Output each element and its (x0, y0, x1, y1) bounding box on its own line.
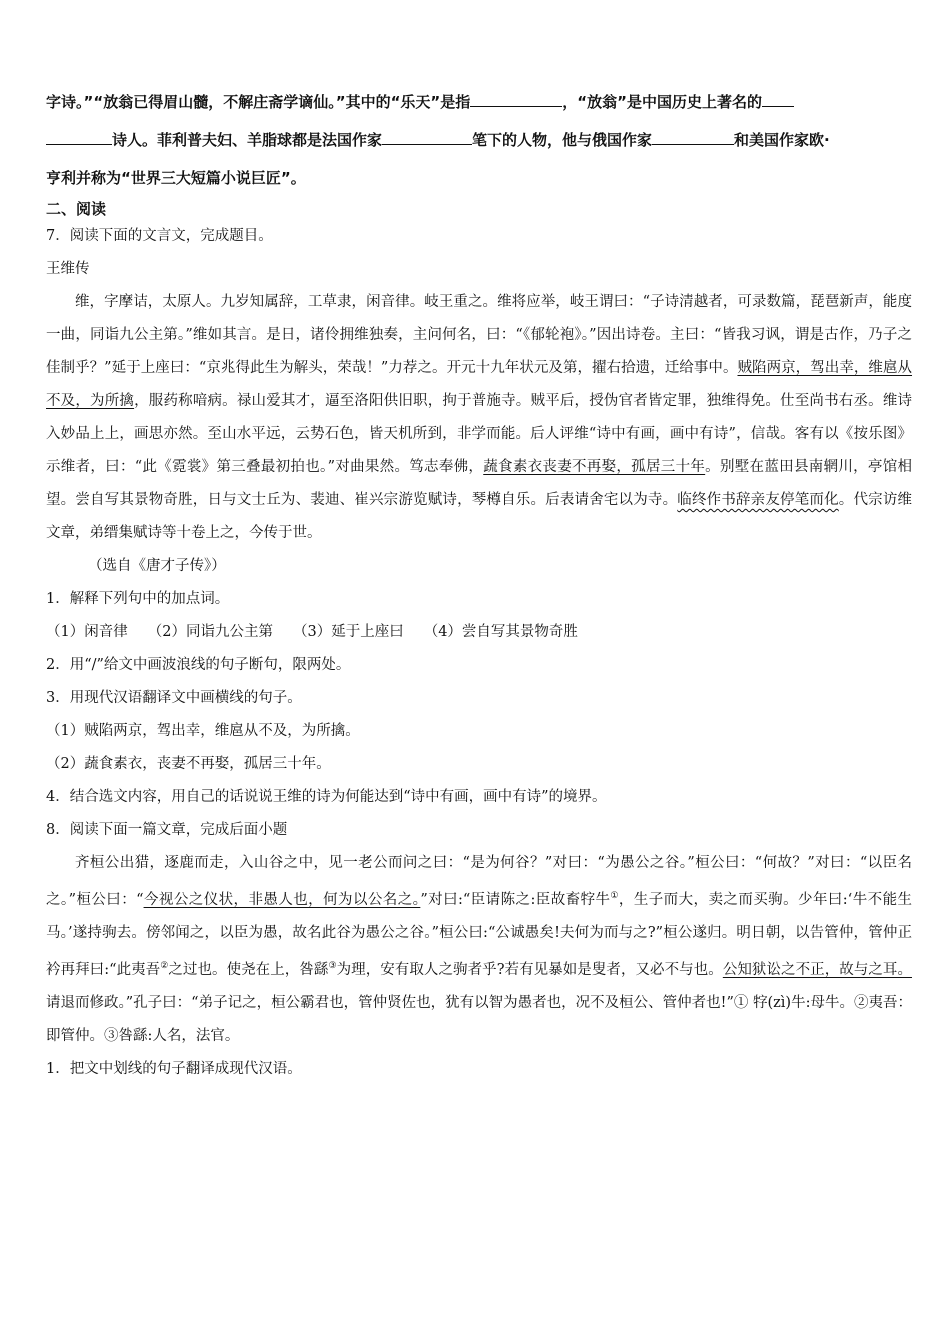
passage-source: （选自《唐才子传》） (88, 558, 226, 574)
footnote-mark: ③ (328, 960, 337, 971)
answer-blank[interactable] (382, 130, 472, 145)
question-8-sub-1: 1．把文中划线的句子翻译成现代汉语。 (46, 1060, 302, 1077)
fill-in-line-3: 亨利并称为“世界三大短篇小说巨匠”。 (46, 169, 306, 187)
question-8-prompt: 8．阅读下面一篇文章，完成后面小题 (46, 822, 288, 838)
answer-blank[interactable] (470, 92, 562, 107)
passage-yugong-valley: 齐桓公出猎，逐鹿而走，入山谷之中，见一老公而问之曰：“是为何谷？”对曰：“为愚公之谷。”桓公曰：“何故？”对曰：“以臣名之。”桓公曰：“今视公之仪状，非愚人也，何为以公名之。”对曰:“臣请陈之:臣故畜牸牛①，生子而大，卖之而买驹。少年曰:‘牛不能生马。’遂持驹去。傍邻闻之，以臣为愚，故名此谷为愚公之谷。”桓公曰:“公诚愚矣!夫何为而与之?”桓公遂归。明日朝，以告管仲，管仲正衿再拜曰:“此夷吾②之过也。使尧在上，咎繇③为理，安有取人之驹者乎?若有见暴如是叟者，又必不与也。公知狱讼之不正，故与之耳。请退而修政。”孔子曰：“弟子记之，桓公霸君也，管仲贤佐也，犹有以智为愚者也，况不及桓公、管仲者也!”① 牸(zì)牛:母牛。②夷吾：即管仲。③咎繇:人名，法官。 (46, 855, 912, 1044)
question-7-prompt: 7．阅读下面的文言文，完成题目。 (46, 228, 273, 244)
sub-question-3-b: （2）蔬食素衣，丧妻不再娶，孤居三十年。 (46, 756, 331, 772)
underlined-sentence: 公知狱讼之不正，故与之耳。 (722, 961, 912, 978)
underlined-sentence: 贼陷两京，驾出幸，维扈从不及，为所擒 (46, 360, 913, 409)
sub-question-1: 1．解释下列句中的加点词。 (46, 591, 230, 607)
sub-question-3: 3．用现代汉语翻译文中画横线的句子。 (46, 690, 302, 706)
passage-wang-wei: 维，字摩诘，太原人。九岁知属辞，工草隶，闲音律。岐王重之。维将应举，岐王谓曰：“子诗清越者，可录数篇，琵琶新声，能度一曲，同诣九公主第。”维如其言。是日，诸伶拥维独奏，主问何名，曰：“《郁轮袍》。”因出诗卷。主曰：“皆我习讽，谓是古作，乃子之佳制乎？”延于上座曰：“京兆得此生为解头，荣哉！”力荐之。开元十九年状元及第，擢右拾遗，迁给事中。贼陷两京，驾出幸，维扈从不及，为所擒，服药称喑病。禄山爱其才，逼至洛阳供旧职，拘于普施寺。贼平后，授伪官者皆定罪，独维得免。仕至尚书右丞。维诗入妙品上上，画思亦然。至山水平远，云势石色，皆天机所到，非学而能。后人评维“诗中有画，画中有诗”，信哉。客有以《按乐图》示维者，曰：“此《霓裳》第三叠最初拍也。”对曲果然。笃志奉佛，蔬食素衣丧妻不再娶，孤居三十年。别墅在蓝田县南辋川，亭馆相望。尝自写其景物奇胜，日与文士丘为、裴迪、崔兴宗游览赋诗，琴樽自乐。后表请舍宅以为寺。临终作书辞亲友停笔而化。代宗访维文章，弟缙集赋诗等十卷上之，今传于世。 (46, 294, 913, 541)
underlined-sentence: 蔬食素衣丧妻不再娶，孤居三十年 (483, 459, 706, 475)
section-title: 二、阅读 (46, 200, 107, 218)
sub-question-2: 2．用“/”给文中画波浪线的句子断句，限两处。 (46, 657, 351, 673)
document-page (46, 92, 912, 1086)
footnote-mark: ② (160, 960, 169, 971)
fill-in-line-1: 字诗。”“放翁已得眉山髓，不解庄斋学谪仙。”其中的“乐天”是指 ，“放翁”是中国历史上著名的 (46, 92, 912, 130)
answer-blank[interactable] (762, 92, 794, 107)
passage-title: 王维传 (46, 261, 90, 277)
answer-blank[interactable] (46, 130, 112, 145)
answer-blank[interactable] (652, 130, 734, 145)
fill-in-line-2: 诗人。菲利普夫妇、羊脂球都是法国作家 笔下的人物，他与俄国作家 和美国作家欧· (46, 130, 912, 168)
underlined-sentence: 今视公之仪状，非愚人也，何为以公名之。 (143, 891, 421, 908)
sub-question-3-a: （1）贼陷两京，驾出幸，维扈从不及，为所擒。 (46, 723, 360, 739)
wavy-underlined-sentence: 临终作书辞亲友停笔而化 (677, 492, 839, 508)
sub-question-1-items: （1）闲音律 （2）同诣九公主第 （3）延于上座曰 （4）尝自写其景物奇胜 (46, 624, 578, 640)
footnote-mark: ① (610, 891, 619, 901)
sub-question-4: 4．结合选文内容，用自己的话说说王维的诗为何能达到“诗中有画，画中有诗”的境界。 (46, 789, 607, 805)
